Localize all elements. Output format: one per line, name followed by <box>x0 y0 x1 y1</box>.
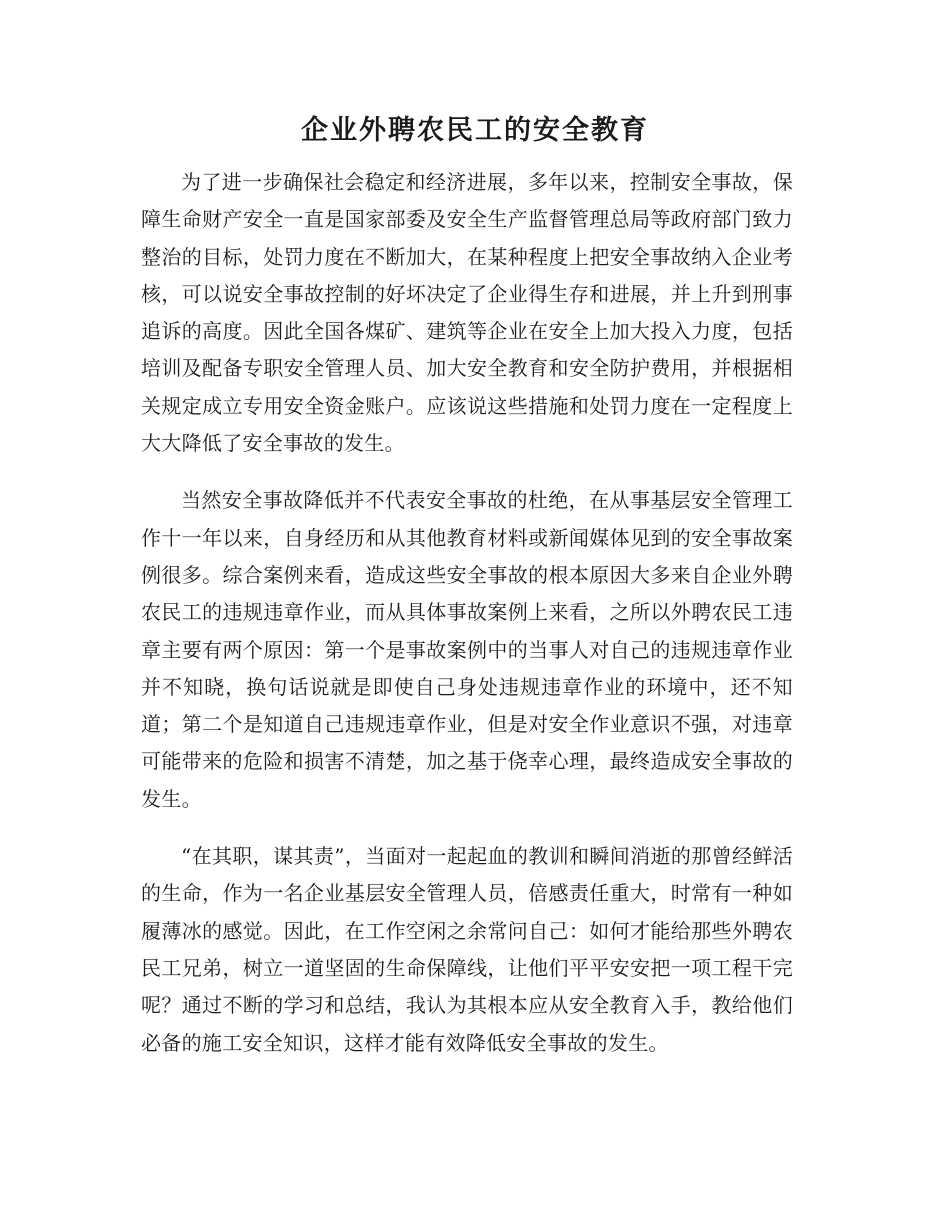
document-title: 企业外聘农民工的安全教育 <box>301 115 649 146</box>
paragraph-2: 当然安全事故降低并不代表安全事故的杜绝，在从事基层安全管理工作十一年以来，自身经历和从其他教育材料或新闻媒体见到的安全事故案例很多。综合案例来看，造成这些安全事故的根本原因大多来自企业外聘农民工的违规违章作业，而从具体事故案例上来看，之所以外聘农民工违章主要有两个原因：第一个是事故案例中的当事人对自己的违规违章作业并不知晓，换句话说就是即使自己身处违规违章作业的环境中，还不知道；第二个是知道自己违规违章作业，但是对安全作业意识不强，对违章可能带来的危险和损害不清楚，加之基于侥幸心理，最终造成安全事故的发生。 <box>141 488 793 811</box>
document-body <box>141 164 793 1082</box>
paragraph-1: 为了进一步确保社会稳定和经济进展，多年以来，控制安全事故，保障生命财产安全一直是国家部委及安全生产监督管理总局等政府部门致力整治的目标，处罚力度在不断加大，在某种程度上把安全事故纳入企业考核，可以说安全事故控制的好坏决定了企业得生存和进展，并上升到刑事追诉的高度。因此全国各煤矿、建筑等企业在安全上加大投入力度，包括培训及配备专职安全管理人员、加大安全教育和安全防护费用，并根据相关规定成立专用安全资金账户。应该说这些措施和处罚力度在一定程度上大大降低了安全事故的发生。 <box>141 170 793 456</box>
paragraph-3: “在其职，谋其责”，当面对一起起血的教训和瞬间消逝的那曾经鲜活的生命，作为一名企业基层安全管理人员，倍感责任重大，时常有一种如履薄冰的感觉。因此，在工作空闲之余常问自己：如何才能给那些外聘农民工兄弟，树立一道坚固的生命保障线，让他们平平安安把一项工程干完呢？通过不断的学习和总结，我认为其根本应从安全教育入手，教给他们必备的施工安全知识，这样才能有效降低安全事故的发生。 <box>141 844 793 1055</box>
